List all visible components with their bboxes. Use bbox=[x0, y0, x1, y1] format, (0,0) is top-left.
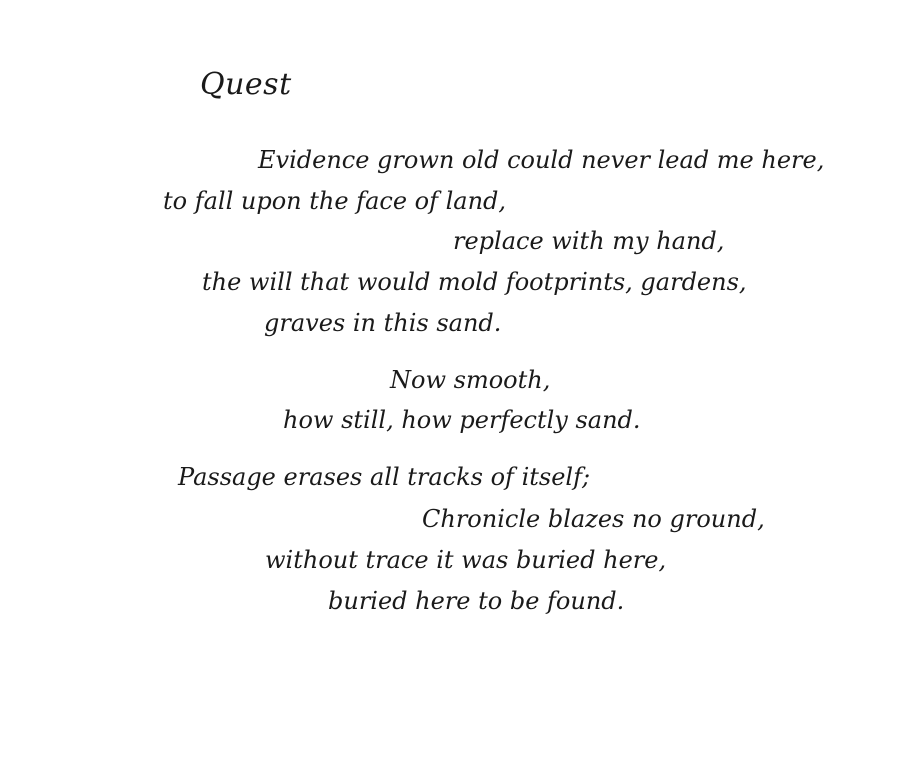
poem-line-7: how still, how perfectly sand. bbox=[283, 406, 641, 434]
poem-line-5: graves in this sand. bbox=[264, 309, 502, 337]
poem-line-10: without trace it was buried here, bbox=[265, 546, 667, 574]
poem-line-3: replace with my hand, bbox=[453, 227, 725, 255]
poem-line-2: to fall upon the face of land, bbox=[163, 187, 507, 215]
poem-line-8: Passage erases all tracks of itself; bbox=[178, 463, 591, 491]
poem-title: Quest bbox=[200, 67, 292, 102]
poem-line-9: Chronicle blazes no ground, bbox=[422, 505, 765, 533]
poem-line-1: Evidence grown old could never lead me here, bbox=[258, 146, 825, 174]
poem-line-11: buried here to be found. bbox=[328, 587, 625, 615]
poem-line-6: Now smooth, bbox=[390, 366, 551, 394]
poem-line-4: the will that would mold footprints, gardens, bbox=[202, 268, 747, 296]
